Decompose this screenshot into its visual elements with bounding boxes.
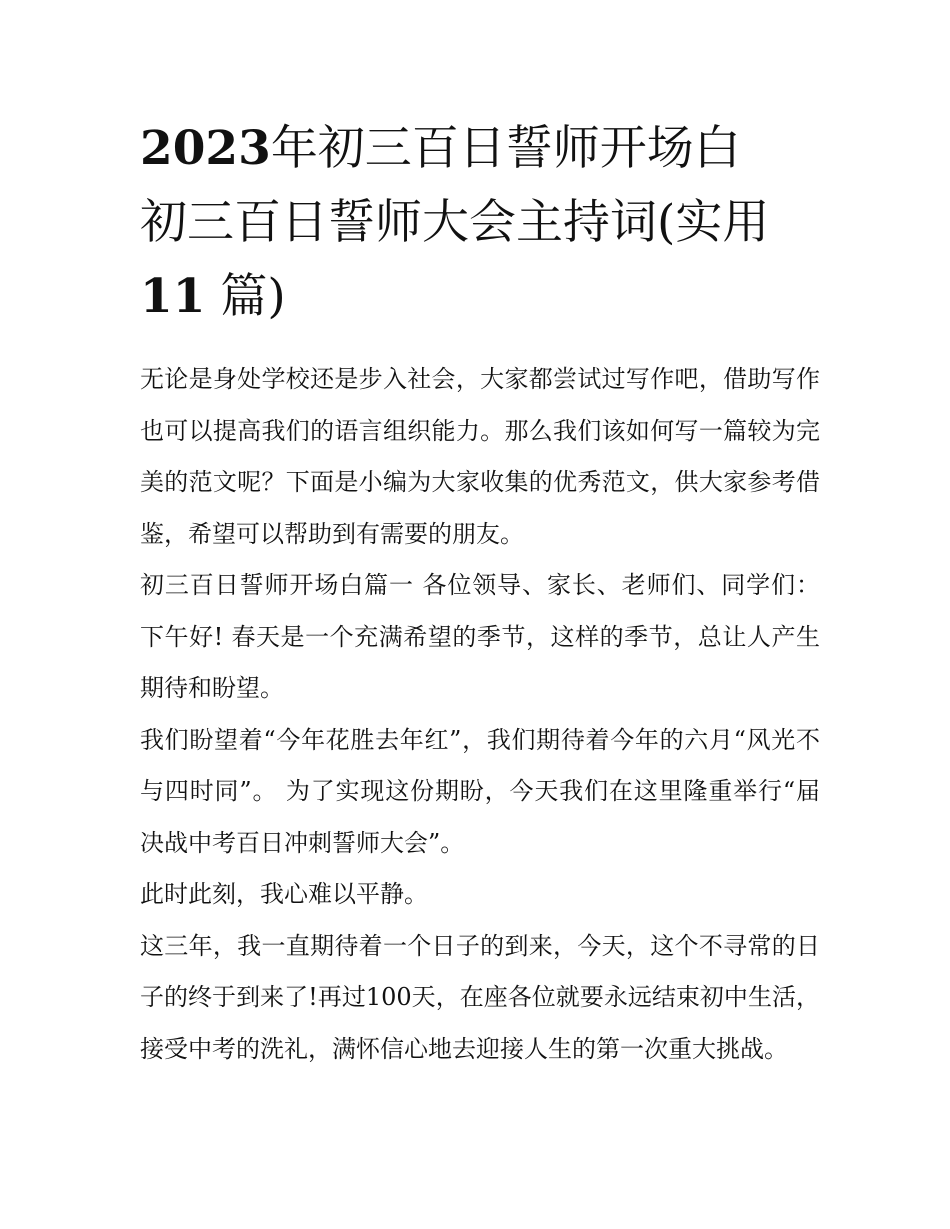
- title-line-1: [140, 112, 820, 186]
- paragraph-hope: 我们盼望着“今年花胜去年红”，我们期待着今年的六月“风光不与四时同”。 为了实现这份期盼，今天我们在这里隆重举行“届决战中考百日冲刺誓师大会”。: [140, 725, 820, 857]
- title-count: 11: [140, 269, 206, 324]
- paragraph-intro: 无论是身处学校还是步入社会，大家都尝试过写作吧，借助写作也可以提高我们的语言组织能力。那么我们该如何写一篇较为完美的范文呢？下面是小编为大家收集的优秀范文，供大家参考借鉴，希望可以帮助到有需要的朋友。: [140, 365, 820, 548]
- paragraph-moment: 此时此刻，我心难以平静。: [140, 880, 428, 908]
- title-line-3-text: 篇): [220, 269, 286, 324]
- title-line-2: 初三百日誓师大会主持词(实用: [140, 195, 770, 250]
- document-title: [140, 112, 820, 334]
- title-line-1-text: 年初三百日誓师开场白: [270, 121, 741, 176]
- document-content: [140, 112, 820, 1075]
- paragraph-greeting: 初三百日誓师开场白篇一 各位领导、家长、老师们、同学们： 下午好! 春天是一个充满希望的季节，这样的季节，总让人产生期待和盼望。: [140, 571, 820, 702]
- paragraph-challenge: 这三年，我一直期待着一个日子的到来，今天，这个不寻常的日子的终于到来了!再过100天，在座各位就要永远结束初中生活，接受中考的洗礼，满怀信心地去迎接人生的第一次重大挑战。: [140, 931, 820, 1063]
- title-line-3: [140, 260, 820, 334]
- document-body: [140, 354, 820, 1075]
- title-year: 2023: [140, 121, 271, 176]
